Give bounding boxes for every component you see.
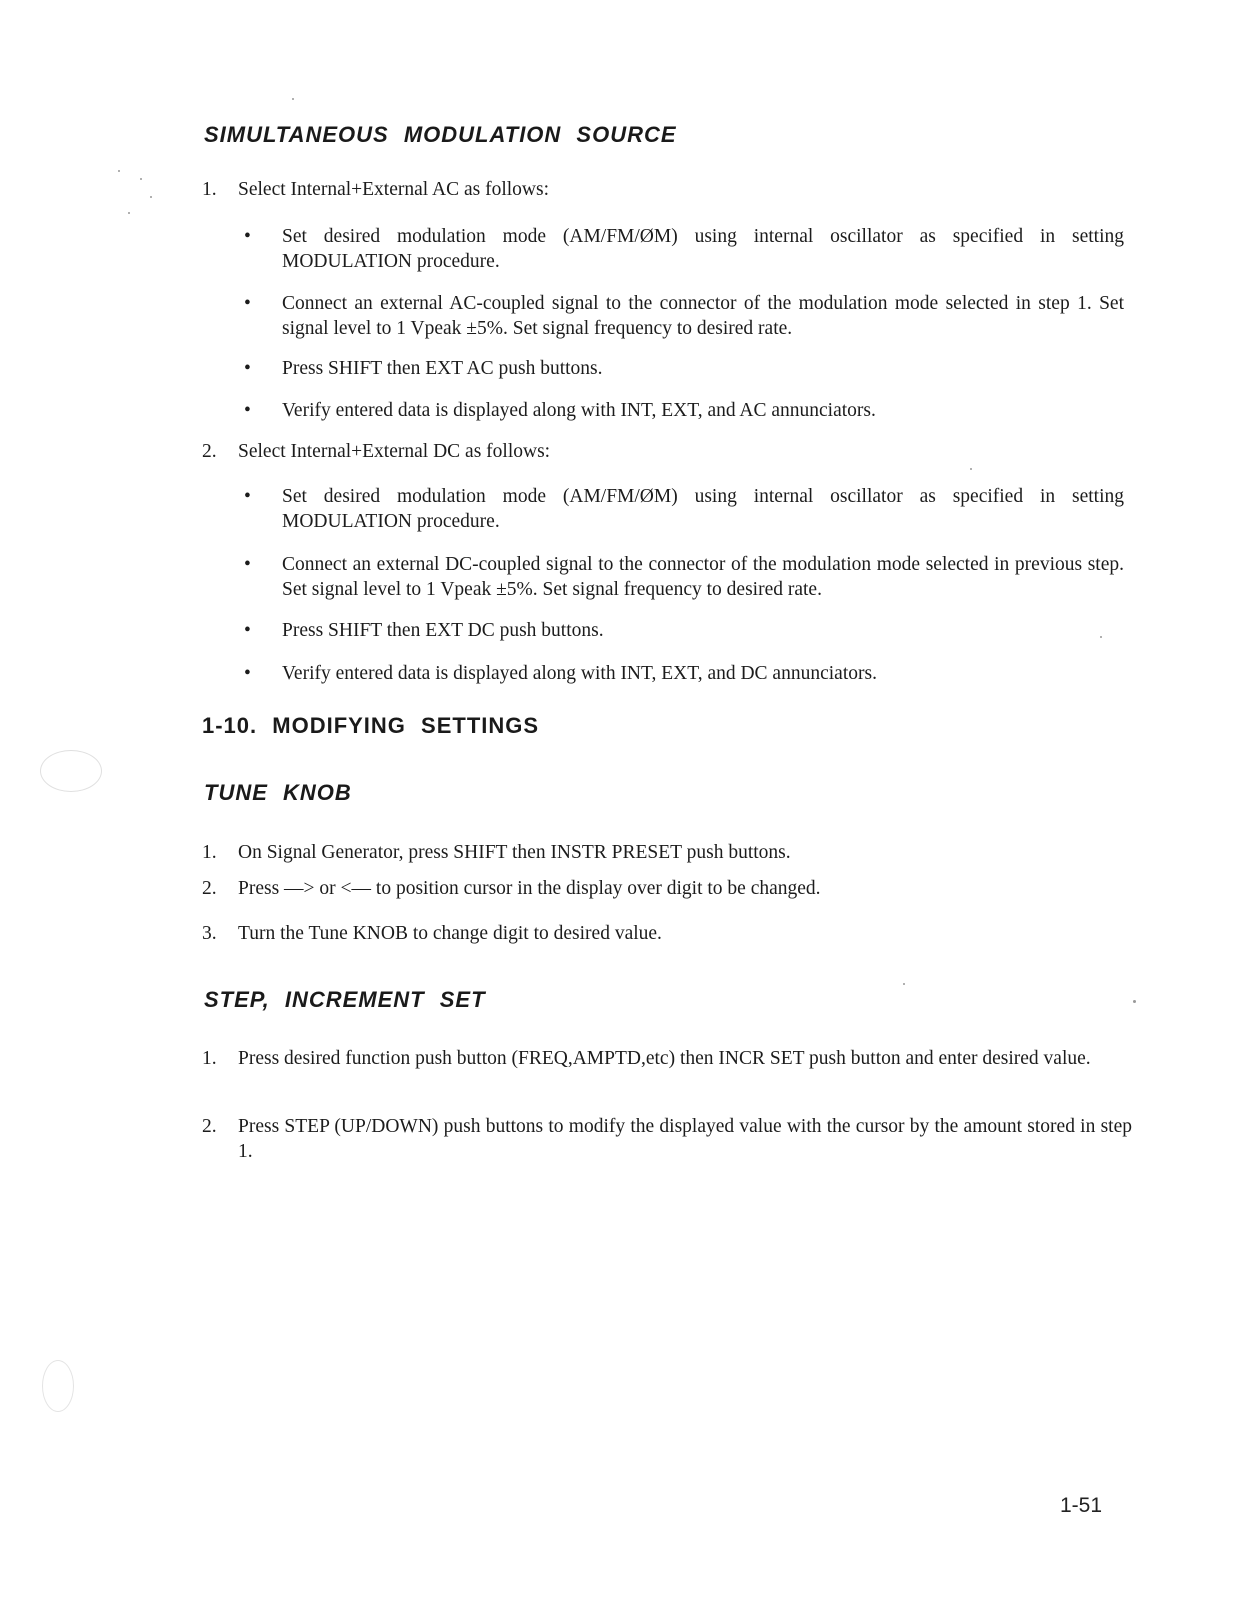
item-number: 2. [202,1116,217,1137]
list-item [202,439,1132,464]
bullet-item [244,618,1124,643]
item-text: Press —> or <— to position cursor in the display over digit to be changed. [238,878,821,899]
scan-speck [140,178,142,180]
item-text: Turn the Tune KNOB to change digit to desired value. [238,923,662,944]
bullet-glyph: • [244,358,251,379]
list-item [202,1046,1132,1071]
scan-speck [970,468,972,470]
list-item [202,177,1132,202]
bullet-item [244,224,1124,274]
item-text: Select Internal+External AC as follows: [238,179,550,200]
scan-speck [1133,1000,1136,1003]
bullet-item [244,484,1124,534]
item-number: 1. [202,842,217,863]
bullet-item [244,356,1124,381]
scan-speck [118,170,120,172]
bullet-glyph: • [244,293,251,314]
bullet-glyph: • [244,400,251,421]
bullet-item [244,552,1124,602]
item-number: 3. [202,923,217,944]
scan-speck [292,98,294,100]
bullet-text: Verify entered data is displayed along with INT, EXT, and DC annunciators. [282,663,877,684]
bullet-item [244,661,1124,686]
section-heading-simultaneous-modulation: SIMULTANEOUS MODULATION SOURCE [204,122,677,147]
list-item [202,876,1132,901]
bullet-glyph: • [244,554,251,575]
bullet-glyph: • [244,226,251,247]
bullet-text: Press SHIFT then EXT AC push buttons. [282,358,603,379]
scan-speck [903,983,905,985]
list-item [202,840,1132,865]
item-text: Select Internal+External DC as follows: [238,441,551,462]
scan-mark [40,750,102,792]
bullet-item [244,398,1124,423]
item-text: On Signal Generator, press SHIFT then INSTR PRESET push buttons. [238,842,791,863]
subsection-heading-step-increment-set: STEP, INCREMENT SET [204,987,486,1012]
bullet-glyph: • [244,486,251,507]
bullet-glyph: • [244,620,251,641]
item-number: 1. [202,179,217,200]
scan-mark [42,1360,74,1412]
bullet-text: Set desired modulation mode (AM/FM/ØM) using internal oscillator as specified in setting MODULATION procedure. [282,486,1124,532]
bullet-glyph: • [244,663,251,684]
item-number: 1. [202,1048,217,1069]
list-item [202,1114,1132,1164]
bullet-text: Connect an external DC-coupled signal to the connector of the modulation mode selected in previous step. Set signal level to 1 Vpeak ±5%. Set signal frequency to desired rate. [282,554,1124,600]
item-text: Press desired function push button (FREQ,AMPTD,etc) then INCR SET push button and enter desired value. [238,1048,1091,1069]
page-number: 1-51 [1060,1494,1103,1517]
scan-speck [128,212,130,214]
bullet-text: Set desired modulation mode (AM/FM/ØM) using internal oscillator as specified in setting MODULATION procedure. [282,226,1124,272]
item-text: Press STEP (UP/DOWN) push buttons to modify the displayed value with the cursor by the amount stored in step 1. [238,1116,1132,1162]
bullet-text: Verify entered data is displayed along with INT, EXT, and AC annunciators. [282,400,876,421]
bullet-text: Connect an external AC-coupled signal to the connector of the modulation mode selected in step 1. Set signal level to 1 Vpeak ±5%. Set signal frequency to desired rate. [282,293,1124,339]
bullet-text: Press SHIFT then EXT DC push buttons. [282,620,604,641]
bullet-item [244,291,1124,341]
subsection-heading-tune-knob: TUNE KNOB [204,780,352,805]
scan-speck [150,196,152,198]
item-number: 2. [202,878,217,899]
item-number: 2. [202,441,217,462]
list-item [202,921,1132,946]
section-heading-modifying-settings: 1-10. MODIFYING SETTINGS [202,713,540,738]
